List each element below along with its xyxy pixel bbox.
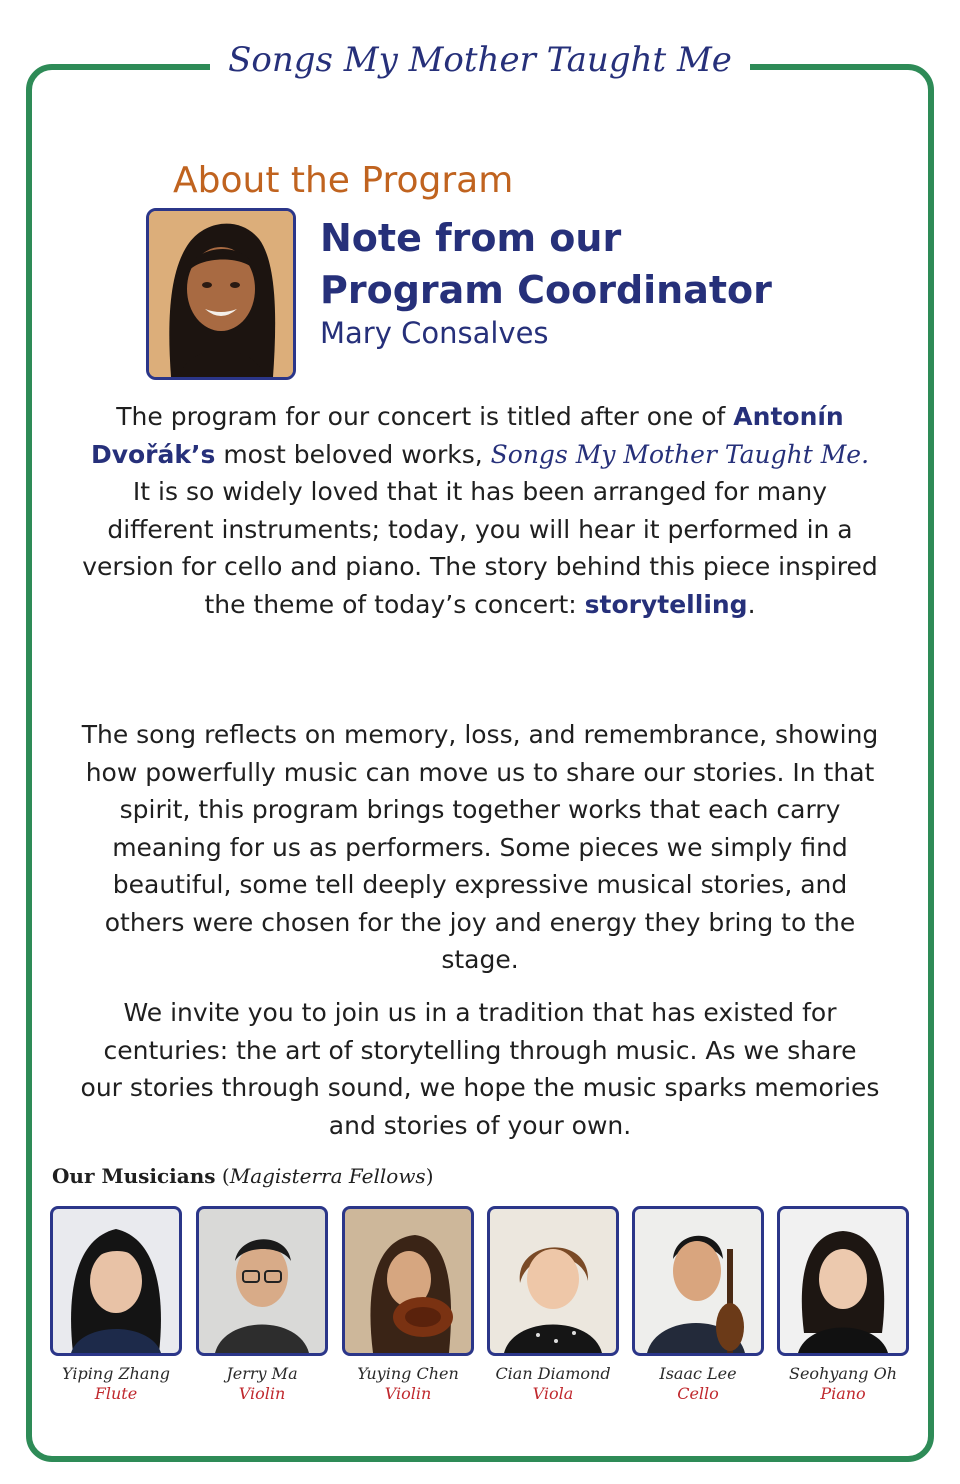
header <box>0 40 960 80</box>
musicians-paren-close: ) <box>425 1164 434 1188</box>
musician-photo <box>487 1206 619 1356</box>
musician-instrument: Piano <box>820 1384 866 1403</box>
musician-card <box>487 1206 619 1404</box>
musician-name: Yiping Zhang <box>62 1364 170 1383</box>
musician-photo <box>342 1206 474 1356</box>
note-author: Mary Consalves <box>320 316 549 350</box>
musicians-paren-open: ( <box>215 1164 230 1188</box>
musician-portrait-icon <box>345 1209 471 1353</box>
paragraph-3: We invite you to join us in a tradition that has existed for centuries: the art of storytelling through music. As we share our stories through sound, we hope the music sparks memories and stories of your own. <box>80 998 880 1140</box>
musician-name: Seohyang Oh <box>789 1364 897 1383</box>
p1-text-2: most beloved works, <box>215 439 491 469</box>
coordinator-photo <box>146 208 296 380</box>
coordinator-portrait-icon <box>149 211 293 377</box>
musicians-subheading: Magisterra Fellows <box>229 1164 426 1188</box>
note-title <box>320 212 840 316</box>
musician-portrait-icon <box>490 1209 616 1353</box>
musician-card <box>342 1206 474 1404</box>
paragraph-2: The song reflects on memory, loss, and remembrance, showing how powerfully music can move us to share our stories. In that spirit, this program brings together works that each carry meaning for us as performers. Some pieces we simply find beautiful, some tell deeply expressive musical stories, and others were chosen for the joy and energy they bring to the stage. <box>81 720 879 974</box>
musician-portrait-icon <box>53 1209 179 1353</box>
musicians-heading-label: Our Musicians <box>52 1164 216 1188</box>
musician-instrument: Cello <box>677 1384 719 1403</box>
page-title: Songs My Mother Taught Me <box>210 40 750 80</box>
musician-name: Cian Diamond <box>495 1364 611 1383</box>
musician-card <box>777 1206 909 1404</box>
section-heading: About the Program <box>173 160 514 201</box>
note-title-line1: Note from our <box>320 216 622 260</box>
note-title-line2: Program Coordinator <box>320 268 772 312</box>
p1-text-3: It is so widely loved that it has been arranged for many different instruments; today, you will hear it performed in a version for cello and piano. The story behind this piece inspired the theme of today’s concert: <box>82 477 878 619</box>
p1-text-4: . <box>747 589 756 619</box>
musician-card <box>196 1206 328 1404</box>
musician-photo <box>196 1206 328 1356</box>
musicians-heading <box>52 1164 434 1188</box>
p1-text-1: The program for our concert is titled after one of <box>116 402 734 431</box>
musician-instrument: Flute <box>94 1384 138 1403</box>
concert-theme: storytelling <box>584 589 748 619</box>
work-title: Songs My Mother Taught Me. <box>490 439 870 469</box>
musician-photo <box>632 1206 764 1356</box>
musician-card <box>50 1206 182 1404</box>
musician-name: Jerry Ma <box>226 1364 298 1383</box>
musician-photo <box>50 1206 182 1356</box>
musician-instrument: Viola <box>532 1384 574 1403</box>
musician-name: Isaac Lee <box>659 1364 737 1383</box>
musician-portrait-icon <box>199 1209 325 1353</box>
musician-instrument: Violin <box>238 1384 286 1403</box>
composer-name: Antonín Dvořák’s <box>90 402 844 469</box>
musician-portrait-icon <box>780 1209 906 1353</box>
musician-portrait-icon <box>635 1209 761 1353</box>
musician-card <box>632 1206 764 1404</box>
musician-photo <box>777 1206 909 1356</box>
musician-instrument: Violin <box>384 1384 432 1403</box>
paragraph-1 <box>80 398 880 623</box>
musician-name: Yuying Chen <box>357 1364 459 1383</box>
